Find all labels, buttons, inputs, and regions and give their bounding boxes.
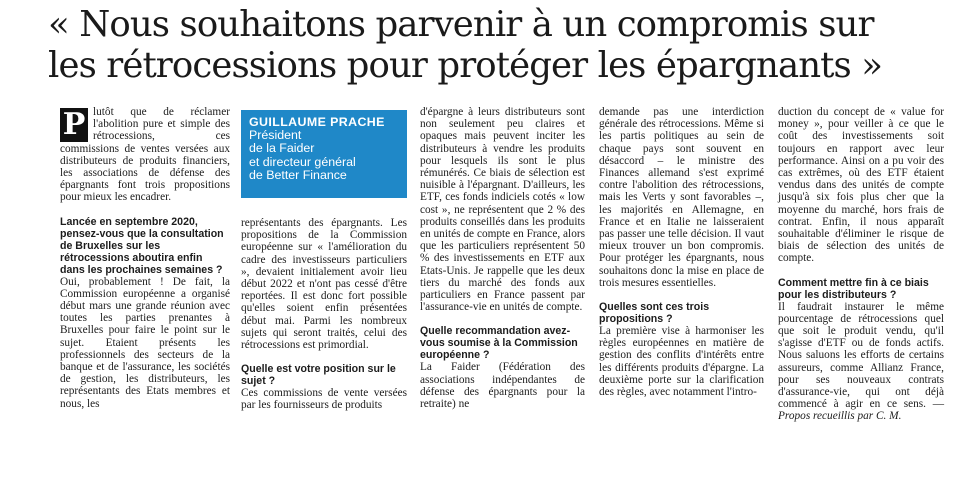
byline-box bbox=[241, 110, 407, 198]
paragraph: représentants des épargnants. Les propositions de la Commission européenne sur « l'amélioration du cadre des investisseurs particuliers », devaient initialement avoir lieu début 2022 et n'ont pas cessé d'être reportées. Il est donc fort possible qu'elles soient enfin présentées début mai. Parmi les nombreux sujets qui seront traités, celui des rétrocessions est primordial. bbox=[241, 217, 407, 352]
answer-5 bbox=[778, 301, 944, 423]
answer-5-text: Il faudrait instaurer le même pourcentage de rétrocessions quel que soit le produit vendu, qu'il s'agisse d'ETF ou de fonds actifs. Nous saluons les efforts de certains assureurs, comme Allianz France, pour ses nouveaux contrats d'assurance-vie, qui ont déjà commencé à agir en ce sens. — bbox=[778, 300, 944, 411]
question-2: Quelle est votre position sur le sujet ? bbox=[241, 363, 396, 388]
paragraph: d'épargne à leurs distributeurs sont non seulement peu claires et opaques mais peuvent inciter les distributeurs à vendre les produits pour lesquels ils sont le plus rémunérés. Ce biais de sélection est nuisible à l'épargnant. D'ailleurs, les ETF, ces fonds indiciels cotés « low cost », ne représentent que 2 % des produits conseillés dans les produits en unités de compte en France, alors que les particuliers représentent 50 % des investissements en ETF aux Etats-Unis. Je rappelle que les deux tiers du marché des fonds aux particuliers en France passent par l'assurance-vie en unités de compte. bbox=[420, 106, 585, 314]
paragraph: demande pas une interdiction générale des rétrocessions. Même si les partis politiques au sein de chaque pays sont souvent en désaccord – le ministre des Finances allemand s'est exprimé contre l'abolition des rétrocessions, mais les Verts y sont favorables –, les majorités en Allemagne, en France et en Italie ne laisseraient pas passer une telle décision. Il vaut mieux trouver un bon compromis. Pour protéger les épargnants, nous souhaitons donc la mise en place de trois mesures essentielles. bbox=[599, 106, 764, 289]
answer-4: La première vise à harmoniser les règles européennes en matière de gestion des conflits d'intérêts entre les différents produits d'épargne. La deuxième porte sur la clarification des règles, avec notamment l'intro- bbox=[599, 325, 764, 399]
drop-cap: P bbox=[60, 108, 88, 142]
question-4: Quelles sont ces trois propositions ? bbox=[599, 301, 710, 326]
article-column-3 bbox=[420, 106, 585, 410]
byline-role-line: de Better Finance bbox=[249, 168, 347, 183]
article-column-4 bbox=[599, 106, 764, 398]
article-column-2 bbox=[241, 217, 407, 412]
byline-name: GUILLAUME PRACHE bbox=[249, 115, 385, 129]
answer-1: Oui, probablement ! De fait, la Commission européenne a organisé début mars une grande réunion avec toutes les parties prenantes à Bruxelles pour faire le point sur le sujet. Etaient présents les professionnels des secteurs de la banque et de l'assurance, les sociétés de gestion, les distributeurs, les représentants des Etats membres et nous, les bbox=[60, 275, 230, 410]
author-credit: Propos recueillis par C. M. bbox=[778, 410, 902, 423]
answer-2: Ces commissions de vente versées par les fournisseurs de produits bbox=[241, 387, 407, 412]
headline-line-1: « Nous souhaitons parvenir à un compromis sur bbox=[48, 4, 874, 45]
answer-3: La Faider (Fédération des associations indépendantes de défense des épargnants pour la retraite) ne bbox=[420, 361, 585, 411]
article-column-1 bbox=[60, 106, 230, 410]
byline-role-line: Président bbox=[249, 128, 302, 142]
headline-line-2: les rétrocessions pour protéger les épargnants » bbox=[48, 45, 883, 86]
headline bbox=[48, 4, 948, 86]
byline-role-line: et directeur général bbox=[249, 154, 356, 169]
article-column-5 bbox=[778, 106, 944, 423]
article-intro: lutôt que de réclamer l'abolition pure et simple des rétrocessions, ces commissions de ventes versées aux distributeurs de produits financiers, les associations de défense des épargnants font trois propositions pour mieux les encadrer. bbox=[60, 106, 230, 204]
question-1: Lancée en septembre 2020, pensez-vous que la consultation de Bruxelles sur les rétrocessions aboutira enfin dans les prochaines semaines ? bbox=[60, 215, 224, 276]
byline-role-line: de la Faider bbox=[249, 141, 315, 156]
question-5: Comment mettre fin à ce biais pour les distributeurs ? bbox=[778, 276, 929, 301]
paragraph: duction du concept de « value for money », pour veiller à ce que le coût des investissements soit toujours en rapport avec leur performance. Ainsi on a pu voir des cas extrêmes, où des ETF étaient vendus dans des unités de compte jusqu'à six fois plus cher que la moyenne du marché, hors frais de contrat. Enfin, il nous apparaît souhaitable d'éliminer le risque de biais de sélection des unités de compte. bbox=[778, 106, 944, 265]
question-3: Quelle recommandation avez-vous soumise à la Commission européenne ? bbox=[420, 325, 578, 362]
